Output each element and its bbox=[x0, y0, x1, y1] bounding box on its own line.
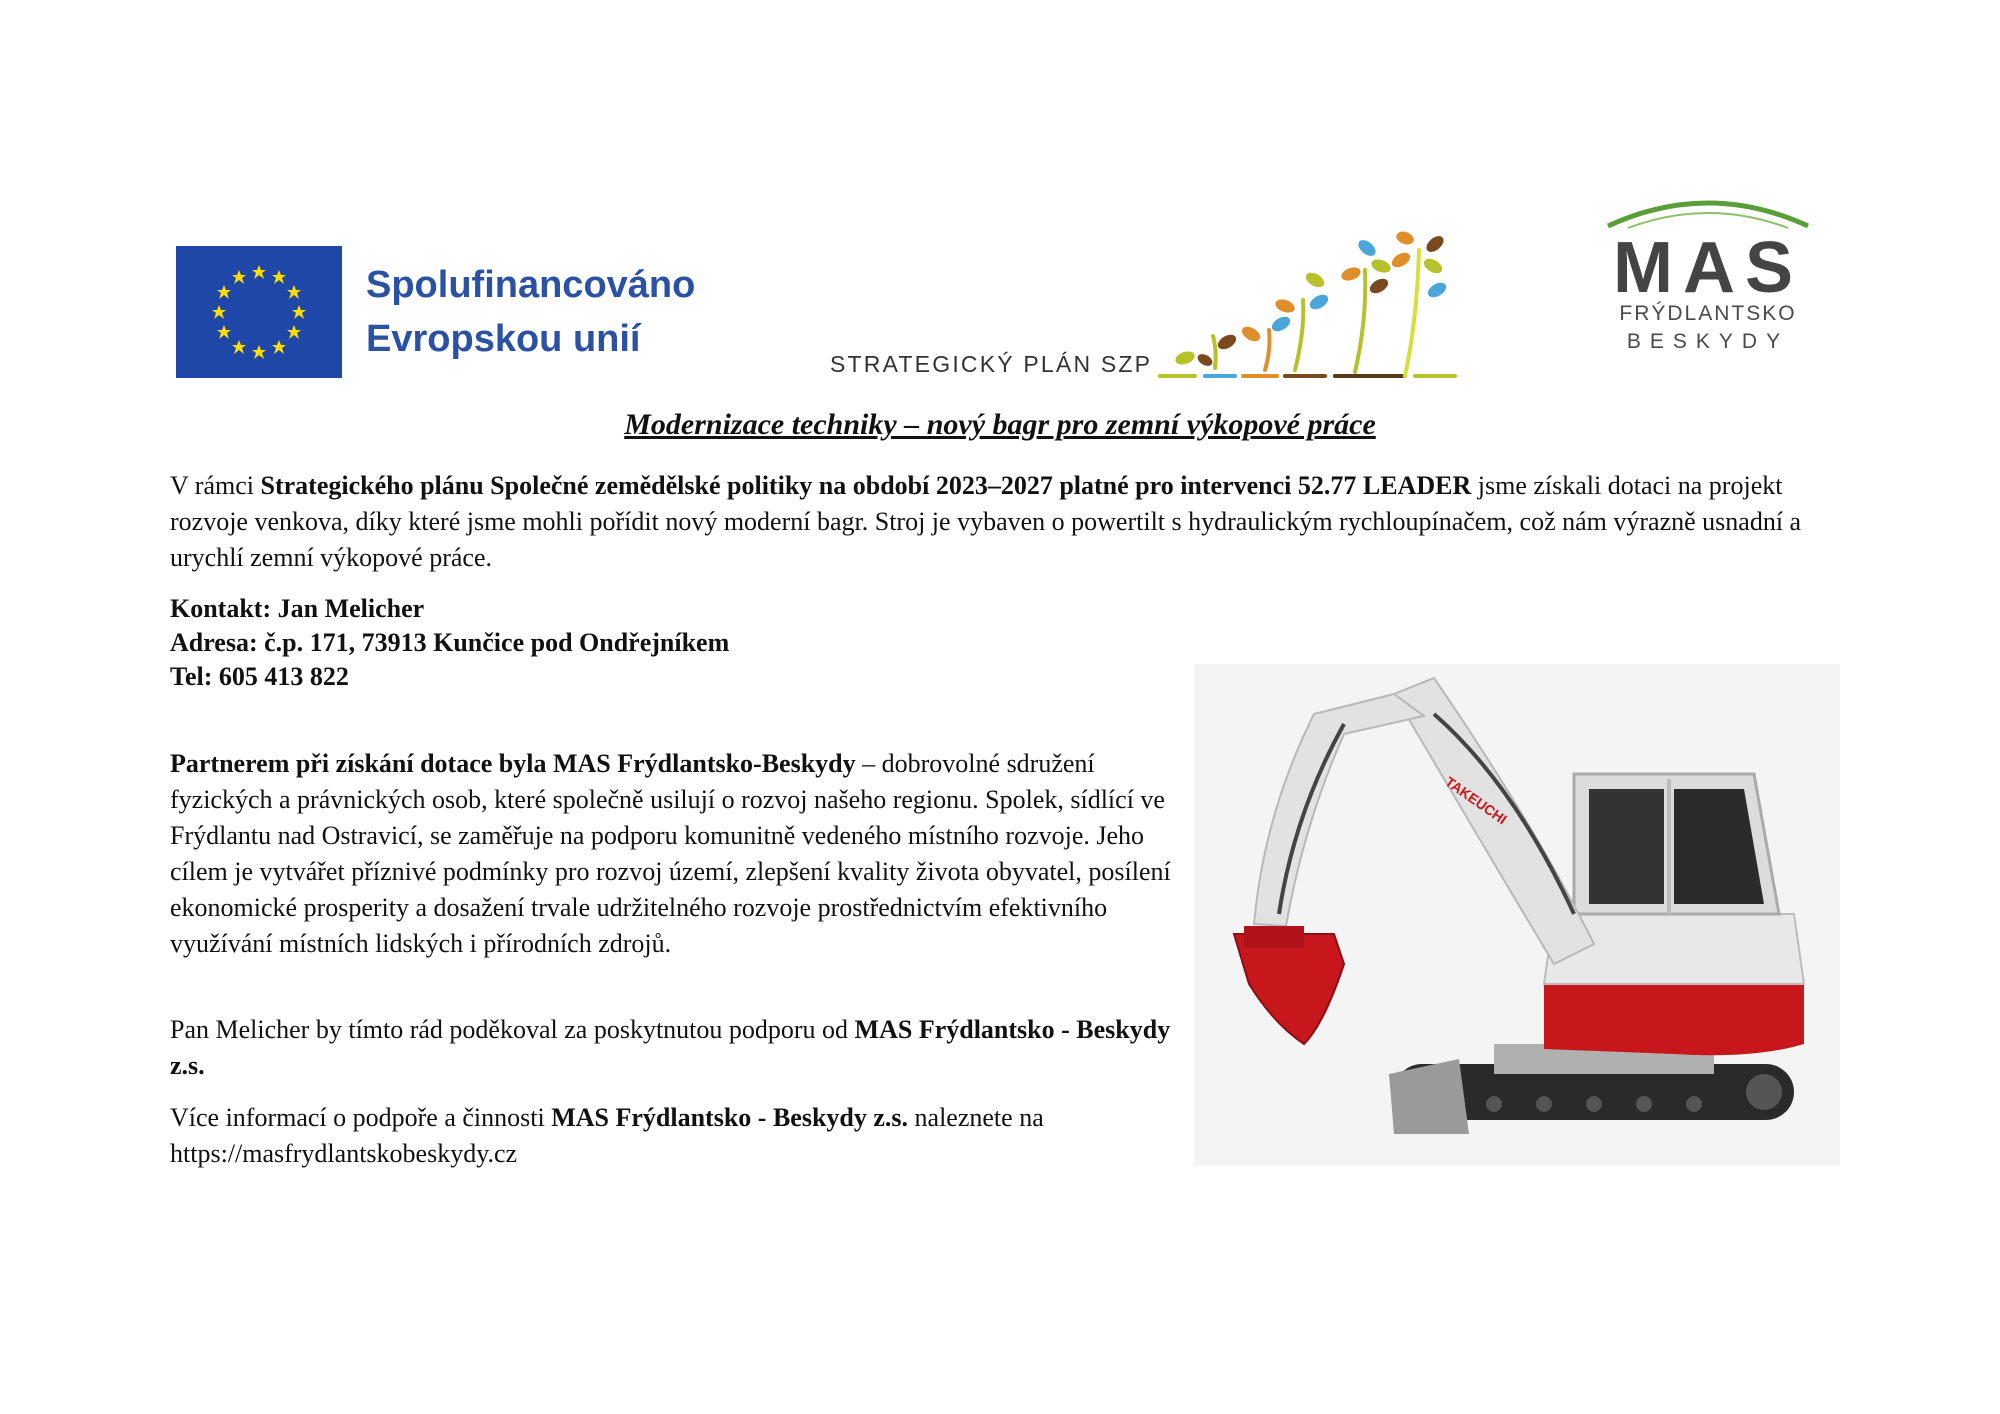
contact-block bbox=[170, 592, 1070, 694]
mas-logo-title: MAS bbox=[1613, 228, 1803, 308]
thanks-paragraph bbox=[170, 1012, 1180, 1084]
hill-icon bbox=[1598, 190, 1818, 230]
excavator-illustration bbox=[1194, 664, 1840, 1166]
partner-text: – dobrovolné sdružení fyzických a právnických osob, které společně usilují o rozvoj našeho regionu. Spolek, sídlící ve Frýdlantu nad Ostravicí, se zaměřuje na podporu komunitně vedeného místního rozvoje. Jeho cílem je vytvářet příznivé podmínky pro rozvoj území, zlepšení kvality života obyvatel, posílení ekonomické prosperity a dosažení trvale udržitelného rozvoje prostřednictvím efektivního využívání místních lidských i přírodních zdrojů. bbox=[170, 749, 1171, 958]
mas-logo-subtitle-1: FRÝDLANTSKO bbox=[1619, 302, 1797, 325]
eu-cofinanced-logo bbox=[176, 243, 756, 381]
contact-name: Kontakt: Jan Melicher bbox=[170, 594, 425, 623]
mas-frydlantsko-beskydy-logo bbox=[1598, 190, 1818, 360]
partner-paragraph bbox=[170, 746, 1180, 962]
intro-text-1: V rámci bbox=[170, 471, 261, 500]
intro-paragraph bbox=[170, 468, 1840, 576]
eu-flag-icon bbox=[176, 246, 342, 378]
eu-logo-line1: Spolufinancováno bbox=[366, 264, 696, 306]
eu-logo-text bbox=[366, 258, 695, 366]
eu-logo-line2: Evropskou unií bbox=[366, 318, 641, 360]
intro-bold: Strategického plánu Společné zemědělské politiky na období 2023–2027 platné pro intervenci 52.77 LEADER bbox=[260, 471, 1472, 500]
more-info-paragraph bbox=[170, 1100, 1180, 1172]
thanks-text: Pan Melicher by tímto rád poděkoval za poskytnutou podporu od bbox=[170, 1015, 855, 1044]
excavator-image bbox=[1194, 664, 1840, 1166]
mas-logo-subtitle-2: BESKYDY bbox=[1626, 330, 1790, 353]
more-text-2: naleznete na https://masfrydlantskobeskydy.cz bbox=[170, 1103, 1044, 1168]
plants-illustration-icon bbox=[1155, 230, 1475, 390]
more-text-1: Více informací o podpoře a činnosti bbox=[170, 1103, 552, 1132]
contact-address: Adresa: č.p. 171, 73913 Kunčice pod Ondřejníkem bbox=[170, 628, 730, 657]
thanks-bold: MAS Frýdlantsko - Beskydy z.s. bbox=[170, 1015, 1171, 1080]
szp-logo-text: STRATEGICKÝ PLÁN SZP bbox=[830, 351, 1153, 377]
intro-text-2: jsme získali dotaci na projekt rozvoje venkova, díky které jsme mohli pořídit nový moderní bagr. Stroj je vybaven o powertilt s hydraulickým rychloupínačem, což nám výrazně usnadní a urychlí zemní výkopové práce. bbox=[170, 471, 1802, 572]
strategic-plan-szp-logo bbox=[830, 230, 1480, 390]
more-bold: MAS Frýdlantsko - Beskydy z.s. bbox=[551, 1103, 909, 1132]
partner-bold: Partnerem při získání dotace byla MAS Frýdlantsko-Beskydy bbox=[170, 749, 856, 778]
excavator-brand: TAKEUCHI bbox=[1442, 773, 1510, 828]
contact-phone: Tel: 605 413 822 bbox=[170, 662, 349, 691]
page-title: Modernizace techniky – nový bagr pro zemní výkopové práce bbox=[624, 408, 1376, 441]
